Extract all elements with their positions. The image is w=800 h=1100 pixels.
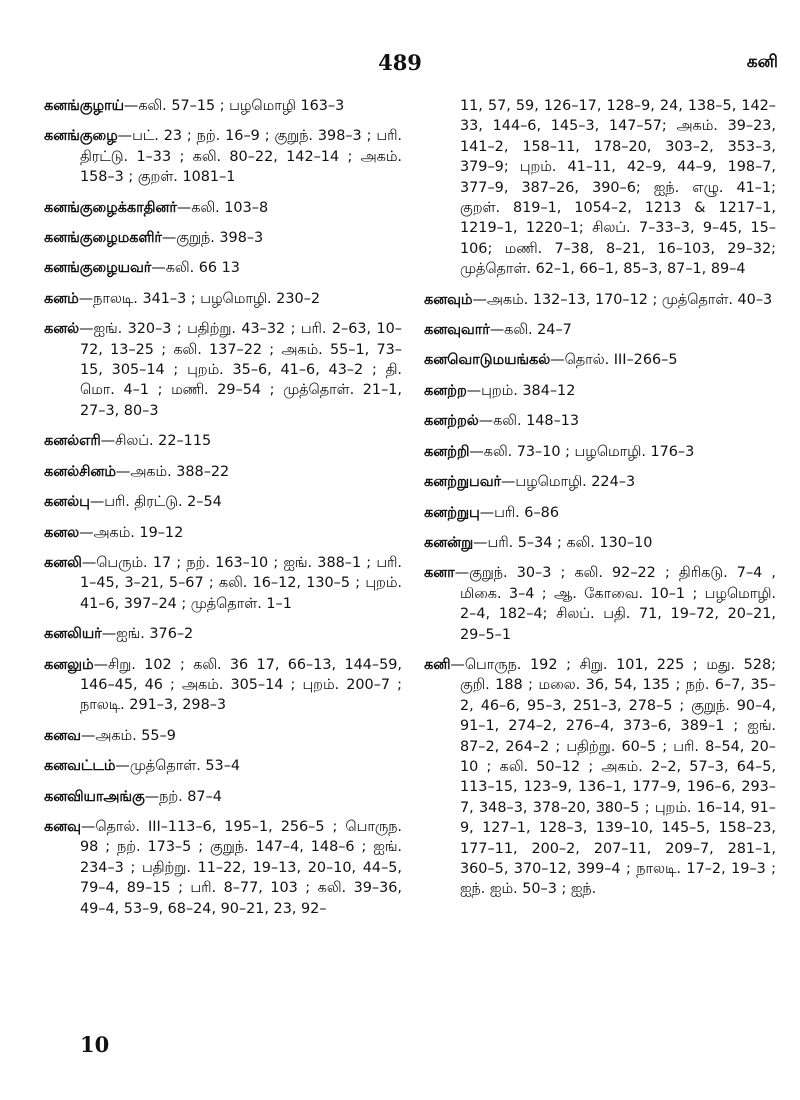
references: —கலி. 66 13 (151, 260, 240, 277)
references: —அகம். 55–9 (80, 727, 176, 744)
references: —அகம். 388–22 (115, 463, 230, 480)
index-entry (44, 431, 402, 451)
references: —பரி. 6–86 (479, 504, 559, 521)
references: —குறுந். 30–3 ; கலி. 92–22 ; திரிகடு. 7–4 , மிகை. 3–4 ; ஆ. கோவை. 10–1 ; பழமொழி. 2–4, 182–4; சிலப். பதி. 71, 19–72, 20–21, 29–5–1 (454, 565, 776, 643)
references: —குறுந். 398–3 (161, 230, 264, 247)
headword: கனற்றுபவர் (424, 474, 501, 491)
headword: கனவும் (424, 291, 473, 308)
index-entry (44, 289, 402, 309)
headword: கனம் (44, 290, 79, 307)
headword: கனவுவார் (424, 322, 490, 339)
references: —தொல். III–266–5 (550, 352, 678, 369)
headword: கனலியர் (44, 626, 102, 643)
references: —முத்தொள். 53–4 (115, 758, 241, 775)
references: —பெரும். 17 ; நற். 163–10 ; ஐங். 388–1 ; பரி. 1–45, 3–21, 5–67 ; கலி. 16–12, 130–5 ; புறம். 41–6, 397–24 ; முத்தொள். 1–1 (80, 554, 402, 612)
index-entry (44, 96, 402, 116)
index-entry (424, 655, 776, 900)
references: —ஐங். 376–2 (101, 626, 194, 643)
headword: கனவட்டம் (44, 758, 116, 775)
headword: கனல்பு (44, 494, 90, 511)
index-entry (424, 320, 776, 340)
index-entry (44, 126, 402, 187)
references: —பட். 23 ; நற். 16–9 ; குறுந். 398–3 ; பரி. திரட்டு. 1–33 ; கலி. 80–22, 142–14 ; அகம். 158–3 ; குறள். 1081–1 (80, 128, 402, 186)
index-entry (424, 381, 776, 401)
continued-references: 11, 57, 59, 126–17, 128–9, 24, 138–5, 142–33, 144–6, 145–3, 147–57; அகம். 39–23, 141–2, 158–11, 178–20, 303–2, 353–3, 379–9; புறம். 41–11, 42–9, 44–9, 198–7, 377–9, 387–26, 390–6; ஐந். எழு. 41–1; குறள். 819–1, 1054–2, 1213 & 1217–1, 1219–1, 1220–1; சிலப். 7–33–3, 9–45, 15–106; மணி. 7–38, 8–21, 16–103, 29–32; முத்தொள். 62–1, 66–1, 85–3, 87–1, 89–4 (460, 98, 776, 278)
right-column (424, 96, 776, 910)
headword: கனல்சினம் (44, 463, 116, 480)
index-entry (44, 492, 402, 512)
running-head: கனி (746, 52, 778, 72)
references: —பரி. திரட்டு. 2–54 (89, 494, 222, 511)
index-entry (424, 442, 776, 462)
references: —கலி. 24–7 (489, 322, 572, 339)
references: —சிறு. 102 ; கலி. 36 17, 66–13, 144–59, 146–45, 46 ; அகம். 305–14 ; புறம். 200–7 ; நாலடி. 291–3, 298–3 (80, 656, 402, 714)
headword: கனங்குழையவர் (44, 260, 152, 277)
index-entry (44, 258, 402, 278)
references: —நற். 87–4 (144, 788, 222, 805)
references: —அகம். 132–13, 170–12 ; முத்தொள். 40–3 (472, 291, 773, 308)
references: —நாலடி. 341–3 ; பழமொழி. 230–2 (78, 290, 320, 307)
index-entry (44, 726, 402, 746)
index-entry (44, 817, 402, 919)
references: —புறம். 384–12 (466, 382, 576, 399)
index-entry (44, 198, 402, 218)
index-entry (424, 563, 776, 645)
headword: கனலும் (44, 656, 94, 673)
references: —கலி. 103–8 (176, 199, 269, 216)
index-entry (424, 290, 776, 310)
headword: கனலி (44, 554, 82, 571)
index-entry (424, 472, 776, 492)
headword: கனங்குழை (44, 128, 118, 145)
index-entry (424, 411, 776, 431)
headword: கனற்றல் (424, 413, 479, 430)
headword: கனற்றுபு (424, 504, 480, 521)
headword: கனங்குழைமகளிர் (44, 230, 162, 247)
references: —சிலப். 22–115 (100, 433, 212, 450)
headword: கனங்குழைக்காதினர் (44, 199, 177, 216)
index-entry (44, 553, 402, 614)
headword: கனவு (44, 818, 81, 835)
headword: கனவொடுமயங்கல் (424, 352, 551, 369)
references: —கலி. 73–10 ; பழமொழி. 176–3 (469, 443, 695, 460)
signature-mark: 10 (80, 1032, 110, 1057)
headword: கனவ (44, 727, 81, 744)
index-entry (424, 350, 776, 370)
references: —பரி. 5–34 ; கலி. 130–10 (473, 534, 653, 551)
index-entry (44, 319, 402, 421)
index-entry (44, 756, 402, 776)
references: —பழமொழி. 224–3 (500, 474, 636, 491)
headword: கனற்ற (424, 382, 467, 399)
references: —கலி. 57–15 ; பழமொழி 163–3 (123, 98, 345, 114)
headword: கனி (424, 656, 451, 673)
headword: கனல்எரி (44, 433, 101, 450)
references: —கலி. 148–13 (478, 413, 580, 430)
index-entry (44, 462, 402, 482)
left-column (44, 96, 402, 929)
page-number: 489 (378, 50, 422, 75)
headword: கனவியாஅங்கு (44, 788, 145, 805)
headword: கனங்குழாய் (44, 98, 124, 114)
index-entry (424, 533, 776, 553)
index-entry (44, 228, 402, 248)
index-entry (44, 624, 402, 644)
headword: கனா (424, 565, 455, 582)
references: —தொல். III–113–6, 195–1, 256–5 ; பொருந. 98 ; நற். 173–5 ; குறுந். 147–4, 148–6 ; ஐங். 234–3 ; பதிற்று. 11–22, 19–13, 20–10, 44–5, 79–4, 89–15 ; பரி. 8–77, 103 ; கலி. 39–36, 49–4, 53–9, 68–24, 90–21, 23, 92– (80, 818, 402, 917)
references: —அகம். 19–12 (79, 524, 184, 541)
headword: கனன்று (424, 534, 474, 551)
index-entry (44, 655, 402, 716)
headword: கனற்றி (424, 443, 470, 460)
references: —பொருந. 192 ; சிறு. 101, 225 ; மது. 528; குறி. 188 ; மலை. 36, 54, 135 ; நற். 6–7, 35–2, 46–6, 95–3, 251–3, 278–5 ; குறுந். 90–4, 91–1, 274–2, 276–4, 373–6, 389–1 ; ஐங். 87–2, 264–2 ; பதிற்று. 60–5 ; பரி. 8–54, 20–10 ; கலி. 50–12 ; அகம். 2–2, 57–3, 64–5, 113–15, 123–9, 136–1, 177–9, 196–6, 293–7, 348–3, 378–20, 380–5 ; புறம். 16–14, 91–9, 127–1, 128–3, 139–10, 145–5, 158–23, 177–11, 200–2, 207–11, 209–7, 281–1, 360–5, 370–12, 399–4 ; நாலடி. 17–2, 19–3 ; ஐந். ஐம். 50–3 ; ஐந். (450, 656, 776, 898)
references: —ஐங். 320–3 ; பதிற்று. 43–32 ; பரி. 2–63, 10–72, 13–25 ; கலி. 137–22 ; அகம். 55–1, 73–15, 305–14 ; புறம். 35–6, 41–6, 43–2 ; தி. மொ. 4–1 ; மணி. 29–54 ; முத்தொள். 21–1, 27–3, 80–3 (79, 321, 402, 419)
headword: கனல் (44, 321, 80, 338)
headword: கனல (44, 524, 80, 541)
index-entry (424, 503, 776, 523)
index-entry (44, 523, 402, 543)
index-entry (44, 787, 402, 807)
